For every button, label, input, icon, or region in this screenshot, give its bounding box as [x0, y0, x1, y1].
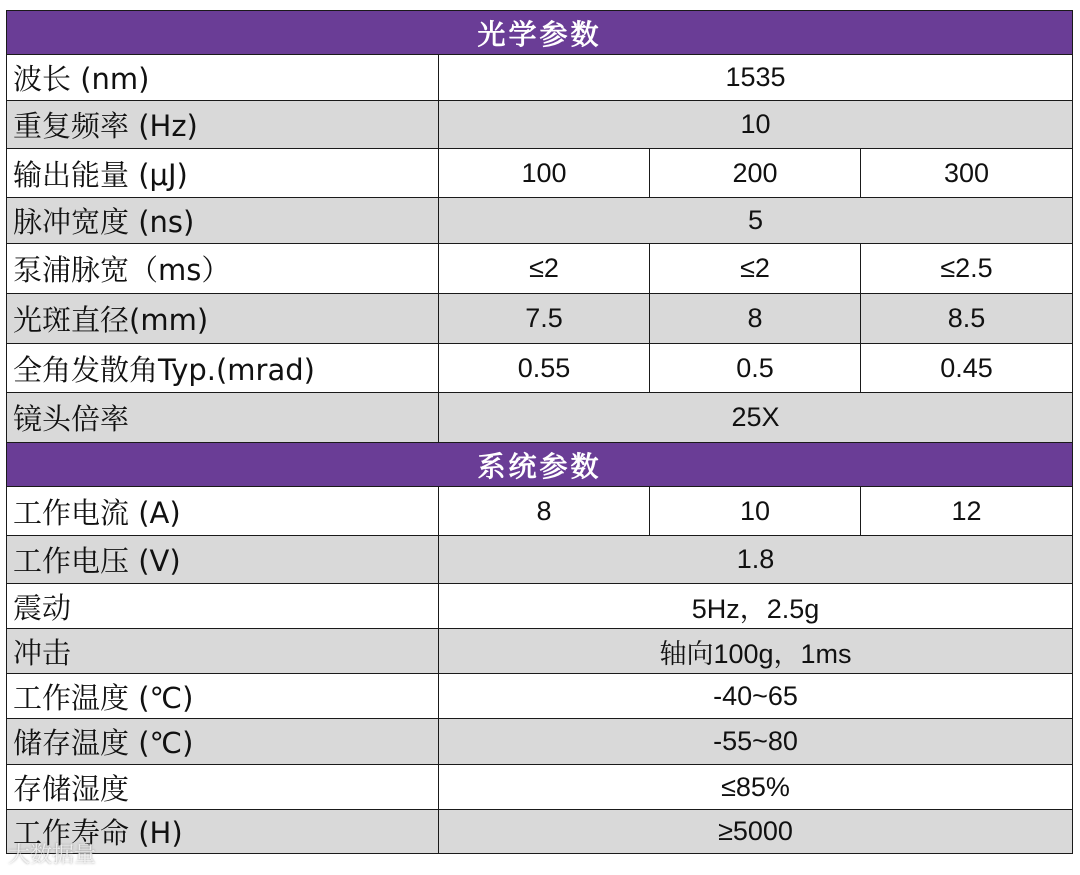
row-value-output-energy-2: 200	[650, 149, 861, 198]
row-value-spot-diameter-1: 7.5	[439, 294, 650, 344]
section-title-system: 系统参数	[7, 443, 1073, 487]
table-row-output-energy	[7, 149, 1073, 198]
table-row-storage-temp	[7, 719, 1073, 765]
row-value-spot-diameter-2: 8	[650, 294, 861, 344]
table-row-op-temp	[7, 674, 1073, 719]
row-value-spot-diameter-3: 8.5	[861, 294, 1073, 344]
row-value-wavelength: 1535	[439, 55, 1073, 101]
row-label-vibration: 震动	[7, 584, 439, 629]
row-label-output-energy: 输出能量 (μJ)	[7, 149, 439, 198]
table-row-voltage	[7, 536, 1073, 584]
row-value-shock: 轴向100g，1ms	[439, 629, 1073, 674]
row-label-spot-diameter: 光斑直径(mm)	[7, 294, 439, 344]
table-row-spot-diameter	[7, 294, 1073, 344]
row-label-divergence: 全角发散角Typ.(mrad)	[7, 344, 439, 393]
row-value-pump-pulse-width-2: ≤2	[650, 244, 861, 294]
row-value-divergence-2: 0.5	[650, 344, 861, 393]
row-value-pump-pulse-width-3: ≤2.5	[861, 244, 1073, 294]
row-value-pulse-width: 5	[439, 198, 1073, 244]
row-label-storage-temp: 储存温度 (℃)	[7, 719, 439, 765]
row-value-voltage: 1.8	[439, 536, 1073, 584]
table-row-shock	[7, 629, 1073, 674]
row-label-wavelength: 波长 (nm)	[7, 55, 439, 101]
row-value-divergence-1: 0.55	[439, 344, 650, 393]
table-row-current	[7, 487, 1073, 536]
row-value-storage-humidity: ≤85%	[439, 765, 1073, 810]
table-row-storage-humidity	[7, 765, 1073, 810]
table-row-wavelength	[7, 55, 1073, 101]
row-value-lens-magnification: 25X	[439, 393, 1073, 443]
row-label-rep-rate: 重复频率 (Hz)	[7, 101, 439, 149]
row-value-pump-pulse-width-1: ≤2	[439, 244, 650, 294]
row-value-output-energy-3: 300	[861, 149, 1073, 198]
row-value-divergence-3: 0.45	[861, 344, 1073, 393]
row-label-current: 工作电流 (A)	[7, 487, 439, 536]
row-label-pump-pulse-width: 泵浦脉宽（ms）	[7, 244, 439, 294]
row-value-current-3: 12	[861, 487, 1073, 536]
section-header-system	[7, 443, 1073, 487]
row-label-lens-magnification: 镜头倍率	[7, 393, 439, 443]
table-row-pump-pulse-width	[7, 244, 1073, 294]
row-value-vibration: 5Hz，2.5g	[439, 584, 1073, 629]
row-value-output-energy-1: 100	[439, 149, 650, 198]
section-header-optical	[7, 11, 1073, 55]
table-row-rep-rate	[7, 101, 1073, 149]
row-label-lifetime: 工作寿命 (H)	[7, 810, 439, 854]
table-row-vibration	[7, 584, 1073, 629]
row-label-op-temp: 工作温度 (℃)	[7, 674, 439, 719]
row-value-current-2: 10	[650, 487, 861, 536]
spec-table	[6, 10, 1073, 854]
table-row-divergence	[7, 344, 1073, 393]
row-label-storage-humidity: 存储湿度	[7, 765, 439, 810]
table-row-lens-magnification	[7, 393, 1073, 443]
row-label-voltage: 工作电压 (V)	[7, 536, 439, 584]
table-row-pulse-width	[7, 198, 1073, 244]
watermark: 大数据量	[8, 843, 97, 868]
row-label-shock: 冲击	[7, 629, 439, 674]
table-row-lifetime	[7, 810, 1073, 854]
row-value-rep-rate: 10	[439, 101, 1073, 149]
row-value-op-temp: -40~65	[439, 674, 1073, 719]
row-value-lifetime: ≥5000	[439, 810, 1073, 854]
row-label-pulse-width: 脉冲宽度 (ns)	[7, 198, 439, 244]
row-value-storage-temp: -55~80	[439, 719, 1073, 765]
row-value-current-1: 8	[439, 487, 650, 536]
section-title-optical: 光学参数	[7, 11, 1073, 55]
